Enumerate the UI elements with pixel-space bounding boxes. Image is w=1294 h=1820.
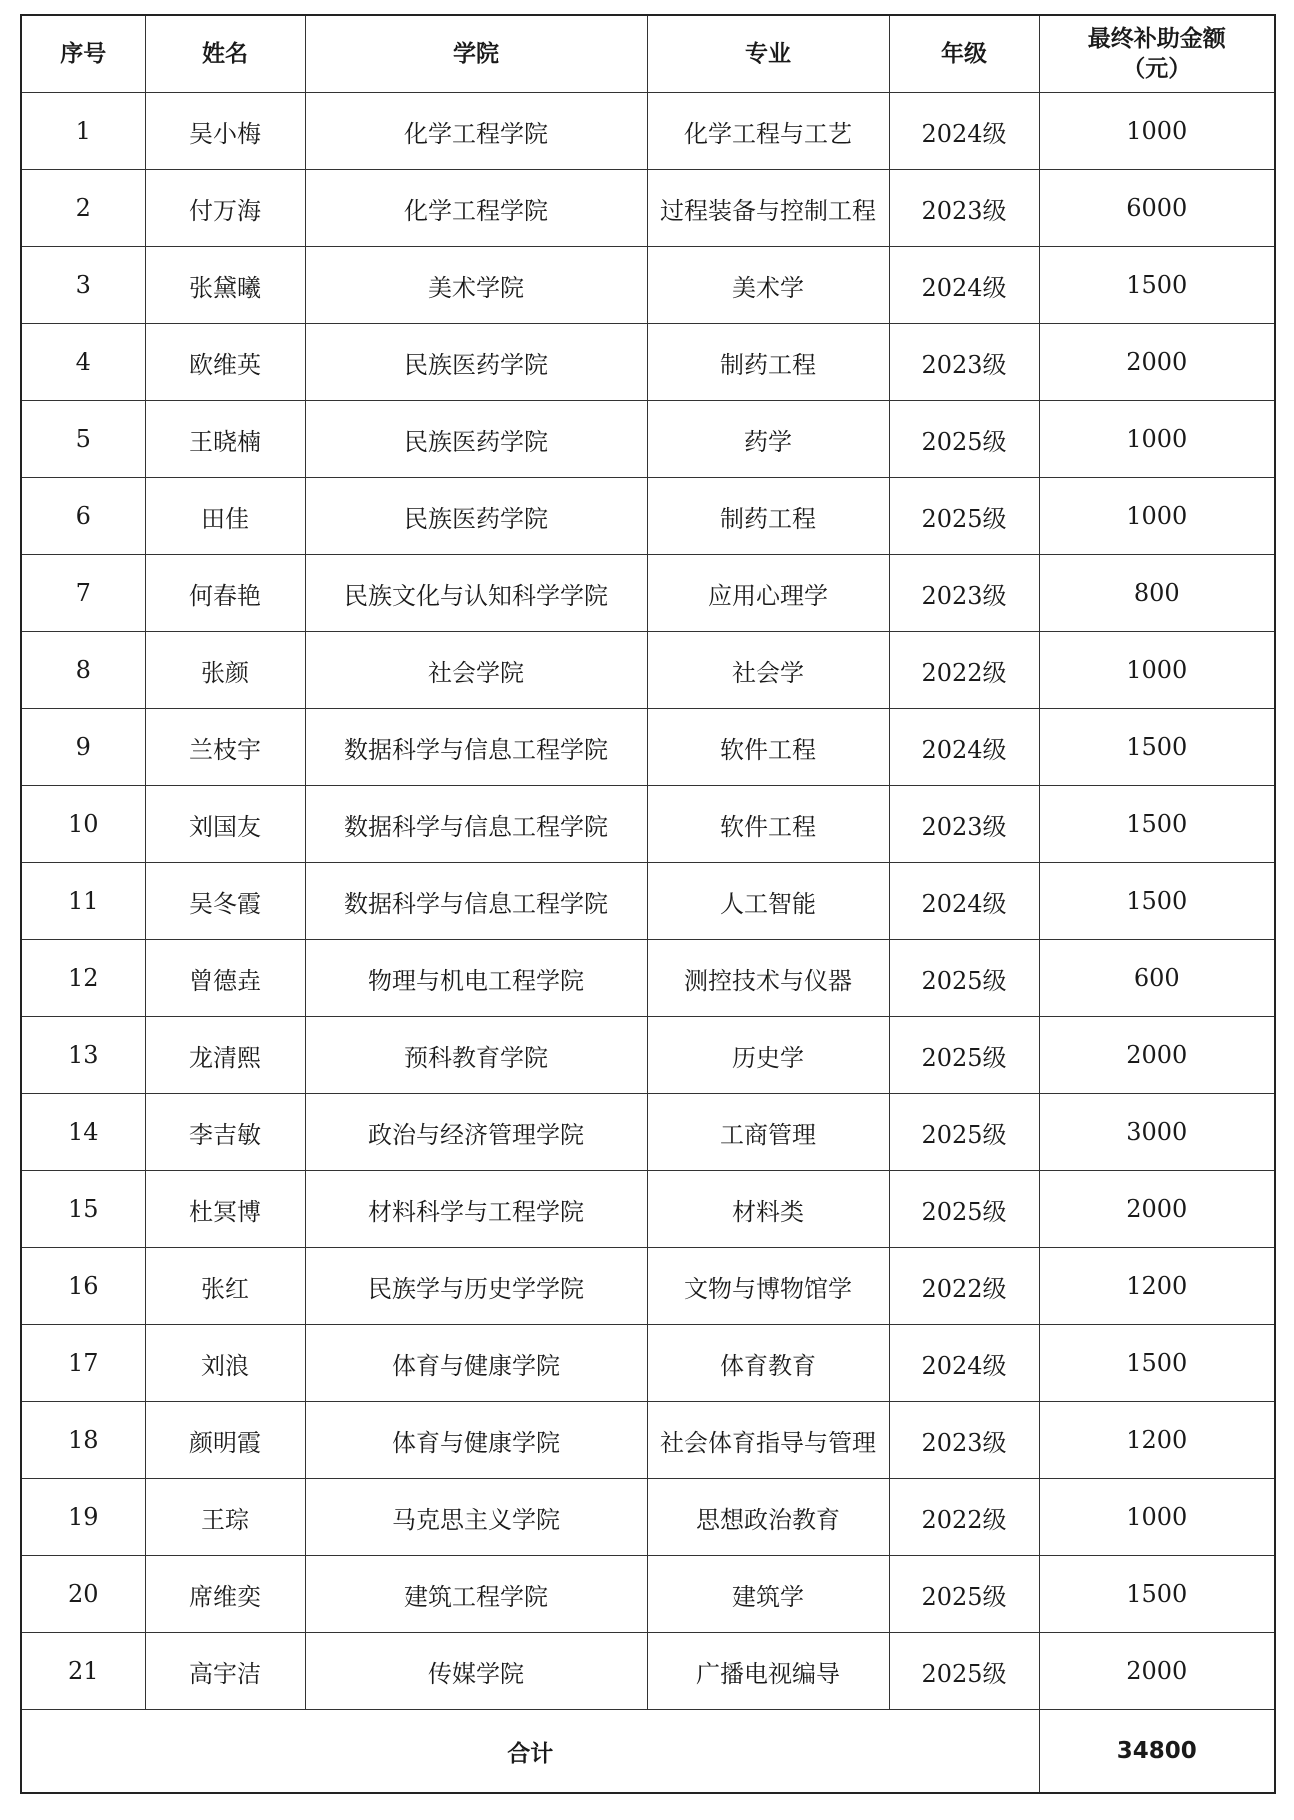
cell-major: 软件工程 — [647, 709, 889, 786]
cell-grade: 2024级 — [889, 709, 1039, 786]
cell-major: 材料类 — [647, 1171, 889, 1248]
cell-major: 社会学 — [647, 632, 889, 709]
cell-grade: 2023级 — [889, 555, 1039, 632]
cell-major: 工商管理 — [647, 1094, 889, 1171]
cell-amount: 2000 — [1039, 324, 1275, 401]
cell-name: 刘国友 — [145, 786, 305, 863]
table-row — [21, 1325, 1275, 1402]
cell-name: 兰枝宇 — [145, 709, 305, 786]
cell-no: 2 — [21, 170, 145, 247]
cell-grade: 2025级 — [889, 940, 1039, 1017]
cell-no: 10 — [21, 786, 145, 863]
cell-college: 政治与经济管理学院 — [305, 1094, 647, 1171]
table-footer — [21, 1710, 1275, 1794]
cell-no: 1 — [21, 93, 145, 170]
cell-name: 曾德垚 — [145, 940, 305, 1017]
cell-amount: 1500 — [1039, 709, 1275, 786]
cell-major: 化学工程与工艺 — [647, 93, 889, 170]
cell-amount: 1200 — [1039, 1248, 1275, 1325]
cell-college: 数据科学与信息工程学院 — [305, 786, 647, 863]
cell-amount: 2000 — [1039, 1633, 1275, 1710]
table-row — [21, 401, 1275, 478]
cell-college: 民族学与历史学学院 — [305, 1248, 647, 1325]
cell-grade: 2025级 — [889, 478, 1039, 555]
cell-amount: 1000 — [1039, 401, 1275, 478]
cell-major: 美术学 — [647, 247, 889, 324]
cell-no: 20 — [21, 1556, 145, 1633]
cell-college: 化学工程学院 — [305, 93, 647, 170]
cell-no: 16 — [21, 1248, 145, 1325]
table-row — [21, 863, 1275, 940]
cell-amount: 1000 — [1039, 478, 1275, 555]
cell-grade: 2023级 — [889, 170, 1039, 247]
cell-grade: 2025级 — [889, 1171, 1039, 1248]
cell-major: 人工智能 — [647, 863, 889, 940]
cell-grade: 2024级 — [889, 93, 1039, 170]
cell-college: 体育与健康学院 — [305, 1325, 647, 1402]
cell-name: 吴小梅 — [145, 93, 305, 170]
cell-major: 制药工程 — [647, 478, 889, 555]
cell-grade: 2022级 — [889, 1248, 1039, 1325]
cell-amount: 1200 — [1039, 1402, 1275, 1479]
total-row — [21, 1710, 1275, 1794]
cell-grade: 2022级 — [889, 632, 1039, 709]
cell-amount: 1500 — [1039, 247, 1275, 324]
cell-name: 龙清熙 — [145, 1017, 305, 1094]
header-grade: 年级 — [889, 15, 1039, 93]
cell-major: 应用心理学 — [647, 555, 889, 632]
cell-grade: 2025级 — [889, 1556, 1039, 1633]
total-amount: 34800 — [1039, 1710, 1275, 1794]
cell-no: 21 — [21, 1633, 145, 1710]
cell-name: 张颜 — [145, 632, 305, 709]
cell-college: 民族医药学院 — [305, 324, 647, 401]
cell-amount: 2000 — [1039, 1171, 1275, 1248]
cell-name: 张红 — [145, 1248, 305, 1325]
cell-major: 过程装备与控制工程 — [647, 170, 889, 247]
cell-college: 体育与健康学院 — [305, 1402, 647, 1479]
cell-major: 药学 — [647, 401, 889, 478]
cell-major: 软件工程 — [647, 786, 889, 863]
cell-grade: 2022级 — [889, 1479, 1039, 1556]
header-no: 序号 — [21, 15, 145, 93]
cell-no: 17 — [21, 1325, 145, 1402]
cell-major: 文物与博物馆学 — [647, 1248, 889, 1325]
cell-no: 19 — [21, 1479, 145, 1556]
table-row — [21, 1248, 1275, 1325]
cell-college: 预科教育学院 — [305, 1017, 647, 1094]
cell-amount: 1500 — [1039, 1556, 1275, 1633]
cell-no: 12 — [21, 940, 145, 1017]
table-row — [21, 1171, 1275, 1248]
cell-college: 数据科学与信息工程学院 — [305, 863, 647, 940]
table-row — [21, 940, 1275, 1017]
cell-name: 王琮 — [145, 1479, 305, 1556]
cell-amount: 1000 — [1039, 93, 1275, 170]
cell-college: 社会学院 — [305, 632, 647, 709]
cell-no: 9 — [21, 709, 145, 786]
cell-major: 历史学 — [647, 1017, 889, 1094]
cell-name: 吴冬霞 — [145, 863, 305, 940]
cell-amount: 1000 — [1039, 632, 1275, 709]
cell-no: 7 — [21, 555, 145, 632]
cell-name: 张黛曦 — [145, 247, 305, 324]
cell-no: 6 — [21, 478, 145, 555]
cell-name: 高宇洁 — [145, 1633, 305, 1710]
cell-amount: 1000 — [1039, 1479, 1275, 1556]
cell-grade: 2023级 — [889, 1402, 1039, 1479]
cell-name: 王晓楠 — [145, 401, 305, 478]
cell-name: 杜冥博 — [145, 1171, 305, 1248]
table-row — [21, 170, 1275, 247]
table-row — [21, 324, 1275, 401]
cell-grade: 2025级 — [889, 1017, 1039, 1094]
cell-college: 民族医药学院 — [305, 478, 647, 555]
table-row — [21, 709, 1275, 786]
cell-name: 席维奕 — [145, 1556, 305, 1633]
header-amount-line1: 最终补助金额 — [1087, 26, 1226, 52]
cell-no: 8 — [21, 632, 145, 709]
table-row — [21, 1094, 1275, 1171]
table-row — [21, 1633, 1275, 1710]
cell-name: 刘浪 — [145, 1325, 305, 1402]
cell-amount: 3000 — [1039, 1094, 1275, 1171]
cell-major: 体育教育 — [647, 1325, 889, 1402]
cell-amount: 1500 — [1039, 1325, 1275, 1402]
cell-no: 11 — [21, 863, 145, 940]
header-amount — [1039, 15, 1275, 93]
header-college: 学院 — [305, 15, 647, 93]
cell-college: 物理与机电工程学院 — [305, 940, 647, 1017]
header-major: 专业 — [647, 15, 889, 93]
cell-amount: 1500 — [1039, 863, 1275, 940]
table-row — [21, 1479, 1275, 1556]
cell-no: 15 — [21, 1171, 145, 1248]
table-row — [21, 1402, 1275, 1479]
cell-major: 思想政治教育 — [647, 1479, 889, 1556]
cell-name: 颜明霞 — [145, 1402, 305, 1479]
total-label: 合计 — [21, 1710, 1039, 1794]
cell-grade: 2024级 — [889, 1325, 1039, 1402]
cell-no: 18 — [21, 1402, 145, 1479]
cell-college: 美术学院 — [305, 247, 647, 324]
cell-name: 欧维英 — [145, 324, 305, 401]
cell-college: 民族医药学院 — [305, 401, 647, 478]
cell-name: 付万海 — [145, 170, 305, 247]
table-row — [21, 247, 1275, 324]
header-row — [21, 15, 1275, 93]
cell-college: 民族文化与认知科学学院 — [305, 555, 647, 632]
cell-college: 数据科学与信息工程学院 — [305, 709, 647, 786]
cell-college: 马克思主义学院 — [305, 1479, 647, 1556]
cell-amount: 6000 — [1039, 170, 1275, 247]
cell-grade: 2025级 — [889, 401, 1039, 478]
table-row — [21, 93, 1275, 170]
cell-major: 制药工程 — [647, 324, 889, 401]
cell-no: 5 — [21, 401, 145, 478]
header-amount-line2: （元） — [1122, 56, 1192, 82]
cell-college: 化学工程学院 — [305, 170, 647, 247]
cell-major: 测控技术与仪器 — [647, 940, 889, 1017]
cell-college: 材料科学与工程学院 — [305, 1171, 647, 1248]
table-body — [21, 93, 1275, 1710]
cell-grade: 2023级 — [889, 324, 1039, 401]
cell-college: 建筑工程学院 — [305, 1556, 647, 1633]
cell-no: 13 — [21, 1017, 145, 1094]
cell-amount: 1500 — [1039, 786, 1275, 863]
header-name: 姓名 — [145, 15, 305, 93]
cell-no: 14 — [21, 1094, 145, 1171]
cell-amount: 800 — [1039, 555, 1275, 632]
cell-major: 社会体育指导与管理 — [647, 1402, 889, 1479]
subsidy-table-sheet — [20, 14, 1274, 1804]
cell-college: 传媒学院 — [305, 1633, 647, 1710]
cell-no: 4 — [21, 324, 145, 401]
cell-grade: 2024级 — [889, 863, 1039, 940]
cell-major: 广播电视编导 — [647, 1633, 889, 1710]
cell-name: 田佳 — [145, 478, 305, 555]
table-header — [21, 15, 1275, 93]
table-row — [21, 478, 1275, 555]
table-row — [21, 1017, 1275, 1094]
subsidy-table — [20, 14, 1276, 1794]
cell-no: 3 — [21, 247, 145, 324]
cell-name: 何春艳 — [145, 555, 305, 632]
cell-name: 李吉敏 — [145, 1094, 305, 1171]
table-row — [21, 786, 1275, 863]
cell-grade: 2025级 — [889, 1094, 1039, 1171]
table-row — [21, 1556, 1275, 1633]
cell-grade: 2023级 — [889, 786, 1039, 863]
table-row — [21, 555, 1275, 632]
cell-grade: 2025级 — [889, 1633, 1039, 1710]
table-row — [21, 632, 1275, 709]
cell-amount: 600 — [1039, 940, 1275, 1017]
cell-amount: 2000 — [1039, 1017, 1275, 1094]
cell-grade: 2024级 — [889, 247, 1039, 324]
cell-major: 建筑学 — [647, 1556, 889, 1633]
